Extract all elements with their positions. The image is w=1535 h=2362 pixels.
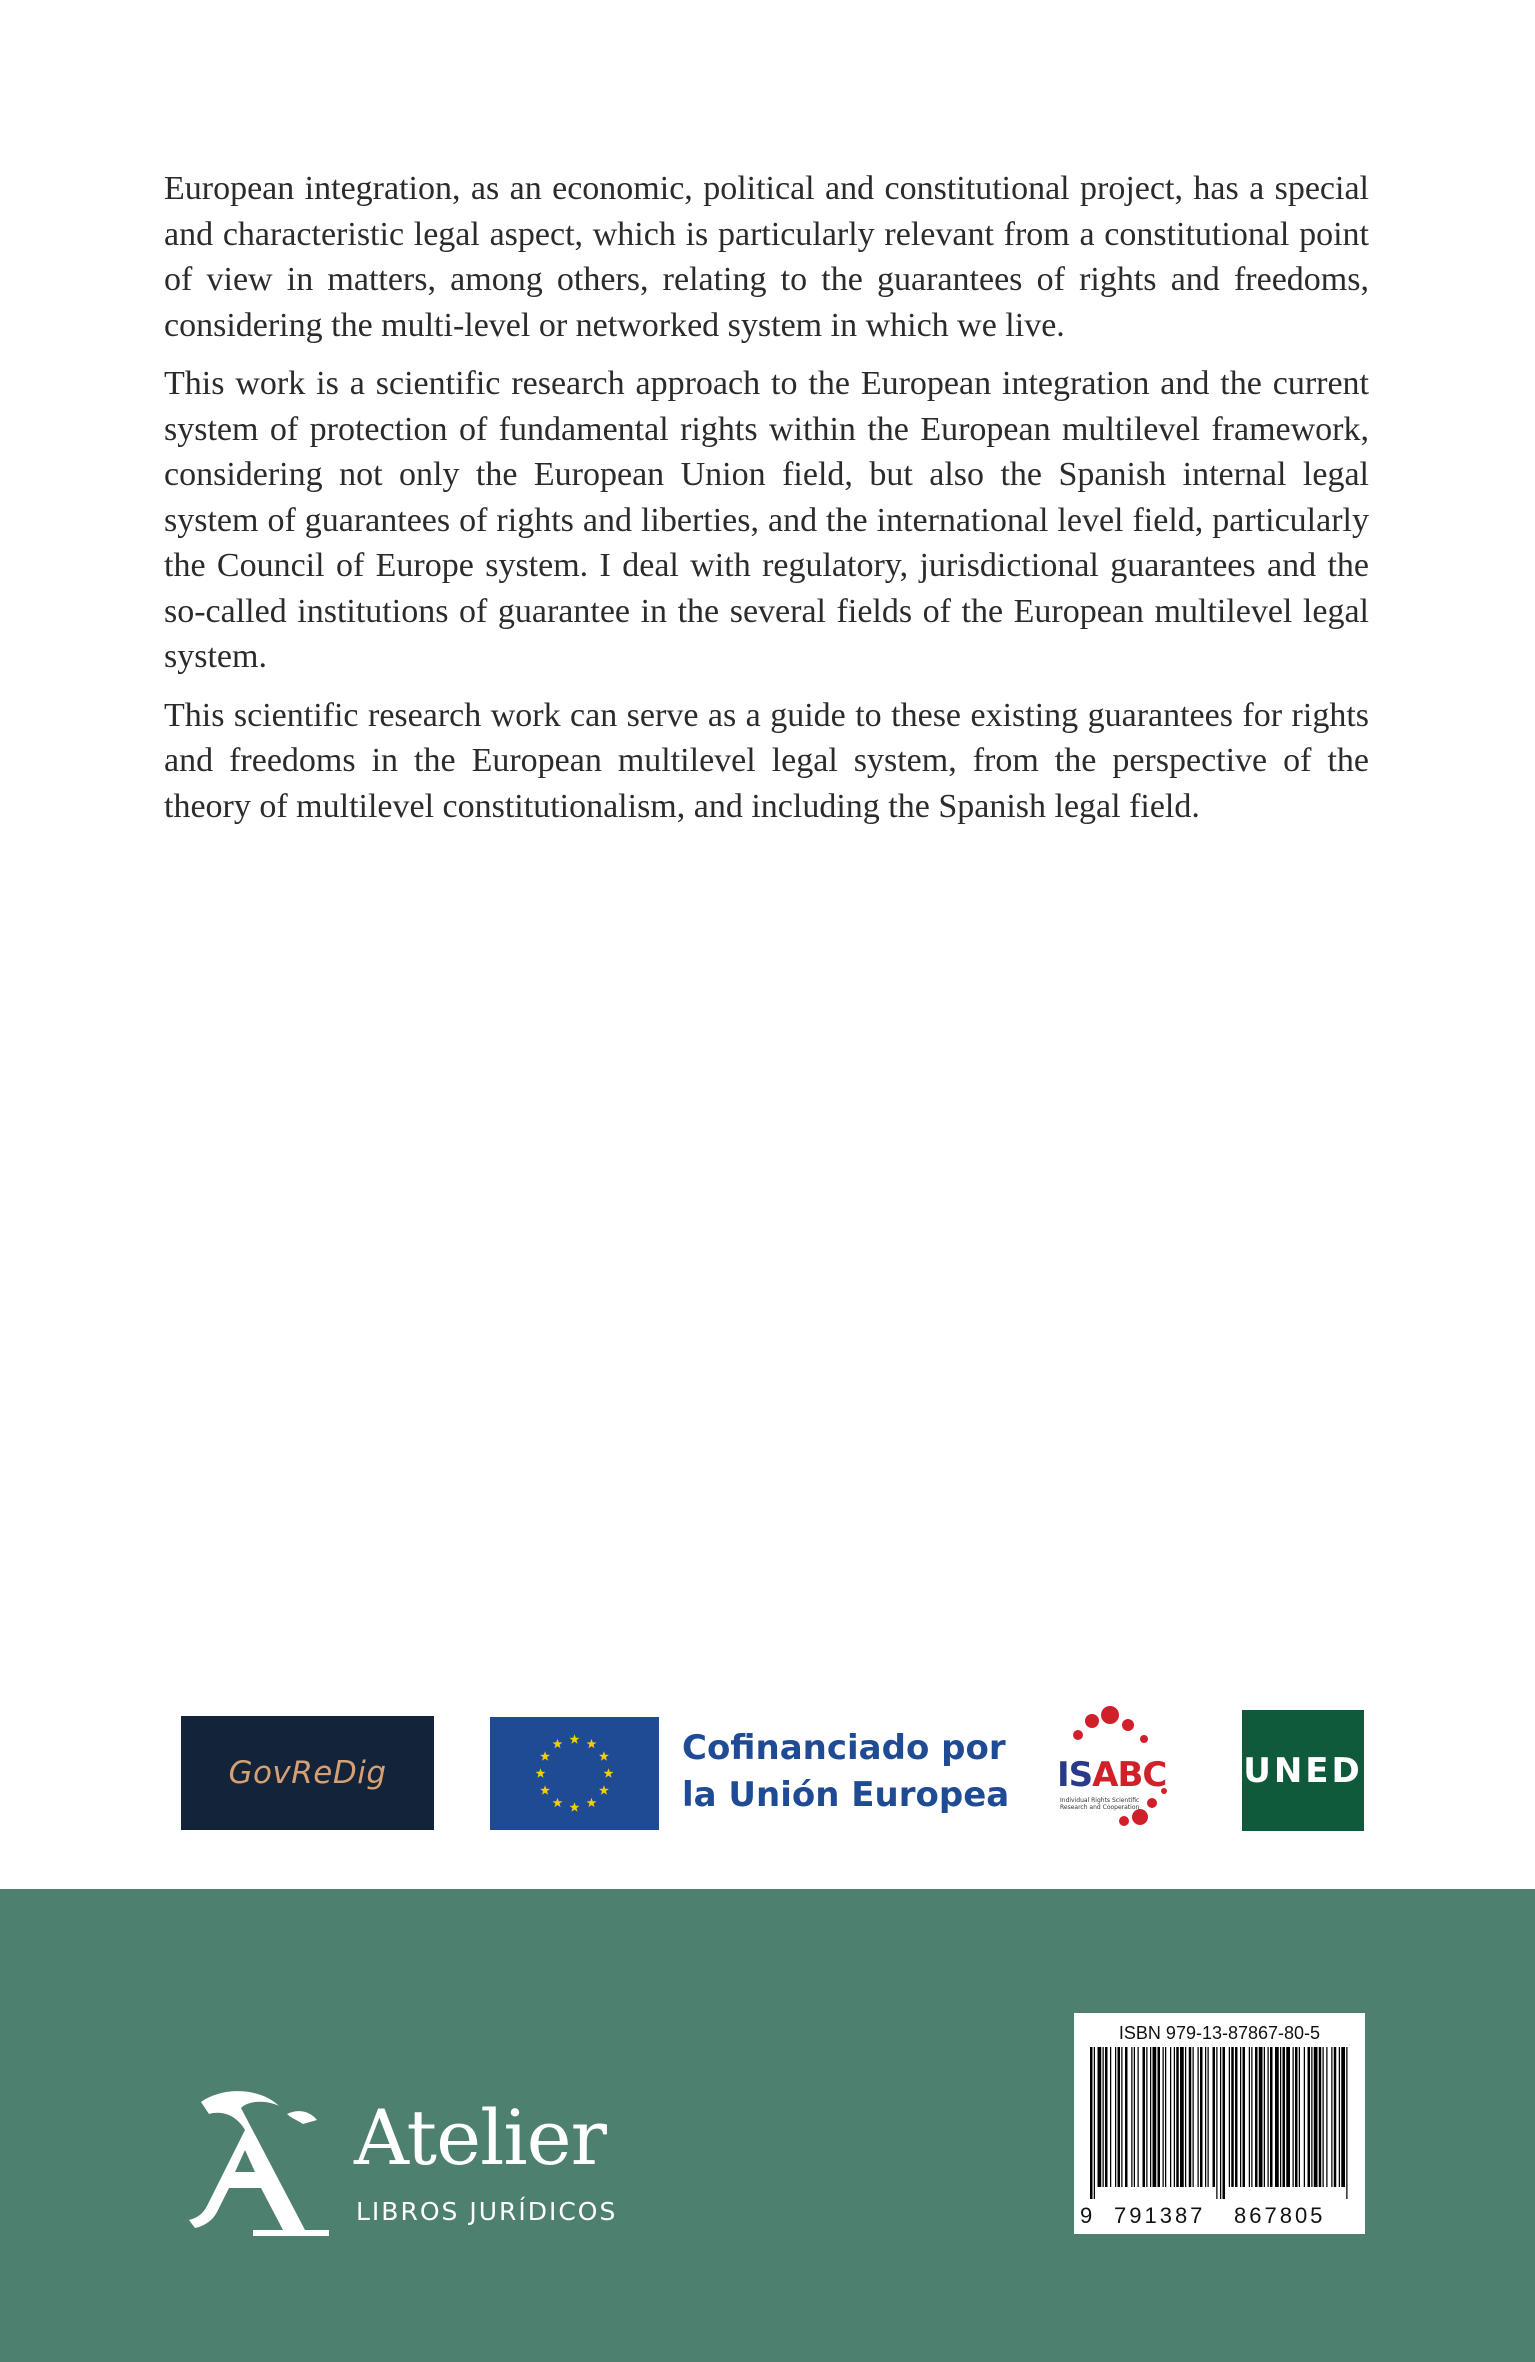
- barcode-bar: [1115, 2047, 1116, 2187]
- barcode-bar: [1231, 2047, 1234, 2187]
- barcode-digits-right: 867805: [1234, 2203, 1326, 2228]
- eu-text-line-2: la Unión Europea: [682, 1775, 1010, 1815]
- barcode-bar: [1158, 2047, 1161, 2187]
- barcode-bar: [1223, 2047, 1226, 2199]
- barcode-bar: [1198, 2047, 1199, 2187]
- barcode-bar: [1283, 2047, 1286, 2187]
- barcode-bar: [1216, 2047, 1217, 2199]
- barcode-bar: [1170, 2047, 1171, 2187]
- barcode-bar: [1134, 2047, 1135, 2187]
- barcode-bar: [1319, 2047, 1322, 2187]
- barcode-bar: [1314, 2047, 1318, 2187]
- barcode-bar: [1125, 2047, 1128, 2187]
- barcode-bar: [1213, 2047, 1216, 2187]
- barcode-bar: [1163, 2047, 1164, 2187]
- barcode-bar: [1264, 2047, 1265, 2187]
- barcode-bar: [1311, 2047, 1312, 2187]
- barcode-digit-first: 9: [1080, 2203, 1093, 2228]
- barcode-bar: [1235, 2047, 1238, 2187]
- isabc-logo: [1052, 1705, 1182, 1835]
- isbn-label: ISBN 979-13-87867-80-5: [1118, 2023, 1321, 2043]
- barcode-bar: [1299, 2047, 1300, 2187]
- barcode-bar: [1259, 2047, 1263, 2187]
- publisher-subtitle: LIBROS JURÍDICOS: [356, 2197, 618, 2226]
- barcode-bar: [1229, 2047, 1230, 2187]
- barcode-bar: [1270, 2047, 1273, 2187]
- barcode-bar: [1176, 2047, 1179, 2187]
- publisher-name: Atelier: [354, 2093, 606, 2182]
- barcode-bar: [1165, 2047, 1166, 2187]
- barcode-bar: [1339, 2047, 1340, 2187]
- govredig-logo: [181, 1716, 434, 1830]
- barcode-bar: [1304, 2047, 1305, 2187]
- barcode-bar: [1208, 2047, 1209, 2187]
- barcode-bar: [1280, 2047, 1281, 2187]
- barcode-bar: [1331, 2047, 1332, 2187]
- barcode-bar: [1286, 2047, 1290, 2187]
- blurb-paragraph-2: This work is a scientific research approach to the European integration and the current system of protection of fundamental rights within the European multilevel framework, considering not only the European Union field, but also the Spanish internal legal system of guarantees of rights and liberties, and the international level field, particularly the Council of Europe system. I deal with regulatory, jurisdictional guarantees and the so-called institutions of guarantee in the several fields of the European multilevel legal system.: [164, 365, 1369, 675]
- barcode-bar: [1243, 2047, 1246, 2187]
- barcode-bar: [1185, 2047, 1186, 2187]
- barcode-bar: [1240, 2047, 1241, 2187]
- eu-cofinanced-text: [682, 1725, 1012, 1819]
- barcode-bar: [1118, 2047, 1121, 2187]
- isabc-logo-prefix: IS: [1057, 1755, 1093, 1795]
- barcode-bar: [1308, 2047, 1311, 2187]
- barcode-bar: [1105, 2047, 1108, 2187]
- barcode-bar: [1268, 2047, 1269, 2187]
- barcode-bar: [1193, 2047, 1194, 2187]
- barcode-bar: [1121, 2047, 1122, 2187]
- barcode-bar: [1220, 2047, 1221, 2199]
- barcode-bar: [1180, 2047, 1184, 2187]
- isabc-logo-text: [1057, 1755, 1166, 1795]
- barcode-bar: [1295, 2047, 1298, 2187]
- barcode-bar: [1251, 2047, 1252, 2187]
- uned-logo: [1242, 1710, 1364, 1831]
- barcode-digits-left: 791387: [1114, 2203, 1206, 2228]
- barcode-bar: [1153, 2047, 1157, 2187]
- isabc-sub-line-1: Individual Rights Scientific: [1060, 1797, 1140, 1804]
- barcode-bar: [1326, 2047, 1327, 2187]
- barcode-bar: [1150, 2047, 1151, 2187]
- barcode-bar: [1275, 2047, 1279, 2187]
- barcode-bar: [1334, 2047, 1337, 2187]
- isabc-logo-suffix: ABC: [1092, 1755, 1167, 1795]
- barcode-bar: [1323, 2047, 1324, 2187]
- blurb-paragraph-1: European integration, as an economic, political and constitutional project, has a special and characteristic legal aspect, which is particularly relevant from a constitutional point of view in matters, among others, relating to the guarantees of rights and freedoms, considering the multi-level or networked system in which we live.: [164, 170, 1369, 344]
- barcode-bar: [1293, 2047, 1294, 2187]
- publisher-logo: [183, 2080, 633, 2245]
- barcode-bar: [1255, 2047, 1258, 2187]
- isabc-logo-subtitle: [1060, 1797, 1180, 1811]
- barcode-bar: [1341, 2047, 1345, 2187]
- uned-logo-text: UNED: [1243, 1750, 1363, 1791]
- barcode-bar: [1189, 2047, 1192, 2187]
- eu-flag-icon: [490, 1717, 659, 1830]
- barcode-bar: [1131, 2047, 1132, 2187]
- sponsor-logos: [0, 1705, 1535, 1835]
- cover-blurb: [164, 166, 1369, 842]
- barcode-bar: [1110, 2047, 1111, 2187]
- barcode-bar: [1098, 2047, 1102, 2187]
- barcode-bars-icon: [1088, 2047, 1354, 2199]
- eu-text-line-1: Cofinanciado por: [682, 1728, 1006, 1768]
- barcode-bar: [1174, 2047, 1175, 2187]
- barcode-bar: [1200, 2047, 1203, 2187]
- barcode-bar: [1094, 2047, 1095, 2199]
- barcode-bar: [1346, 2047, 1347, 2199]
- barcode-bar: [1249, 2047, 1250, 2187]
- govredig-logo-text: GovReDig: [228, 1755, 387, 1791]
- barcode-bar: [1090, 2047, 1093, 2199]
- barcode-bar: [1138, 2047, 1139, 2187]
- isabc-sub-line-2: Research and Cooperation: [1060, 1804, 1140, 1811]
- barcode-bar: [1205, 2047, 1206, 2187]
- isbn-barcode: [1074, 2013, 1365, 2234]
- blurb-paragraph-3: This scientific research work can serve as a guide to these existing guarantees for rights and freedoms in the European multilevel legal system, from the perspective of the theory of multilevel constitutionalism, and including the Spanish legal field.: [164, 696, 1369, 825]
- barcode-bar: [1143, 2047, 1146, 2187]
- atelier-a-mark-icon: [183, 2080, 343, 2240]
- barcode-bar: [1146, 2047, 1147, 2187]
- barcode-bar: [1103, 2047, 1104, 2187]
